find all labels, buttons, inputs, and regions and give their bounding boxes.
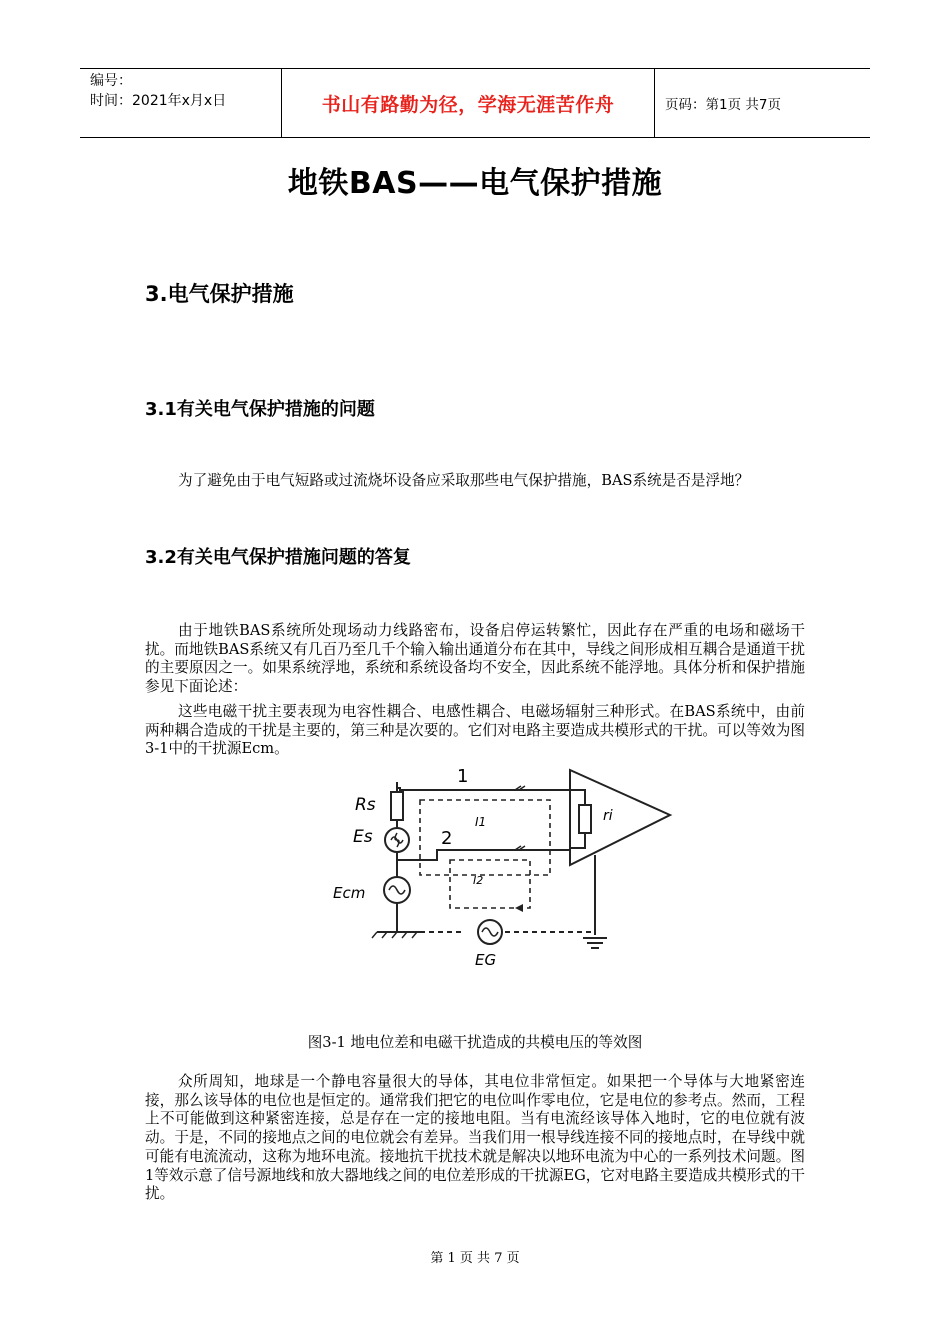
section-3-heading: 3.电气保护措施 (145, 282, 294, 306)
circuit-svg (325, 760, 685, 975)
ri-wire-top (570, 790, 585, 805)
label-wire-2: 2 (441, 828, 453, 849)
ground-right (583, 938, 607, 948)
wire-1 (397, 788, 570, 790)
section-3-1-paragraph: 为了避免由于电气短路或过流烧坏设备应采取那些电气保护措施，BAS系统是否是浮地？ (178, 472, 750, 489)
arrow-i2 (515, 904, 523, 912)
document-title: 地铁BAS——电气保护措施 (287, 166, 663, 201)
wire-2 (397, 850, 570, 860)
page-footer: 第 1 页 共 7 页 (430, 1251, 520, 1266)
section-3-1-heading: 3.1有关电气保护措施的问题 (145, 399, 375, 420)
circuit-diagram (325, 760, 685, 975)
section-3-2-paragraph-2: 这些电磁干扰主要表现为电容性耦合、电感性耦合、电磁场辐射三种形式。在BAS系统中，由前两种耦合造成的干扰是主要的，第三种是次要的。它们对电路主要造成共模形式的干扰。可以等效为图3-1中的干扰源Ecm。 (145, 703, 805, 758)
time-label: 时间：2021年x月x日 (90, 93, 227, 109)
section-3-2-heading: 3.2有关电气保护措施问题的答复 (145, 547, 411, 568)
page-code: 页码：第1页 共7页 (665, 97, 781, 113)
paragraph-3: 众所周知，地球是一个静电容量很大的导体，其电位非常恒定。如果把一个导体与大地紧密连接，那么该导体的电位也是恒定的。通常我们把它的电位叫作零电位，它是电位的参考点。然而，工程上不可能做到这种紧密连接，总是存在一定的接地电阻。当有电流经该导体入地时，它的电位就有波动。于是，不同的接地点之间的电位就会有差异。当我们用一根导线连接不同的接地点时，在导线中就可能有电流流动，这称为地环电流。接地抗干扰技术就是解决以地环电流为中心的一系列技术问题。图1等效示意了信号源地线和放大器地线之间的电位差形成的干扰源EG，它对电路主要造成共模形式的干扰。 (145, 1073, 805, 1203)
number-label: 编号： (90, 73, 132, 89)
label-es: Es (353, 827, 373, 847)
loop-i2 (450, 860, 530, 908)
header-left-cell (80, 69, 282, 137)
ri-resistor (579, 805, 591, 833)
label-rs: Rs (355, 795, 376, 815)
label-wire-1: 1 (457, 766, 469, 787)
label-eg: EG (475, 951, 497, 969)
figure-caption: 图3-1 地电位差和电磁干扰造成的共模电压的等效图 (307, 1034, 643, 1051)
label-ri: ri (603, 808, 613, 824)
rs-resistor (391, 792, 403, 820)
header-table (80, 68, 870, 138)
label-i2: I2 (473, 874, 484, 887)
ri-wire-bottom (570, 833, 585, 848)
label-ecm: Ecm (333, 884, 366, 902)
amplifier (570, 770, 670, 865)
label-i1: I1 (475, 815, 487, 829)
motto: 书山有路勤为径，学海无涯苦作舟 (282, 69, 655, 137)
section-3-2-paragraph-1: 由于地铁BAS系统所处现场动力线路密布，设备启停运转繁忙，因此存在严重的电场和磁场干扰。而地铁BAS系统又有几百乃至几千个输入输出通道分布在其中，导线之间形成相互耦合是通道干扰的主要原因之一。如果系统浮地，系统和系统设备均不安全，因此系统不能浮地。具体分析和保护措施参见下面论述： (145, 622, 805, 696)
